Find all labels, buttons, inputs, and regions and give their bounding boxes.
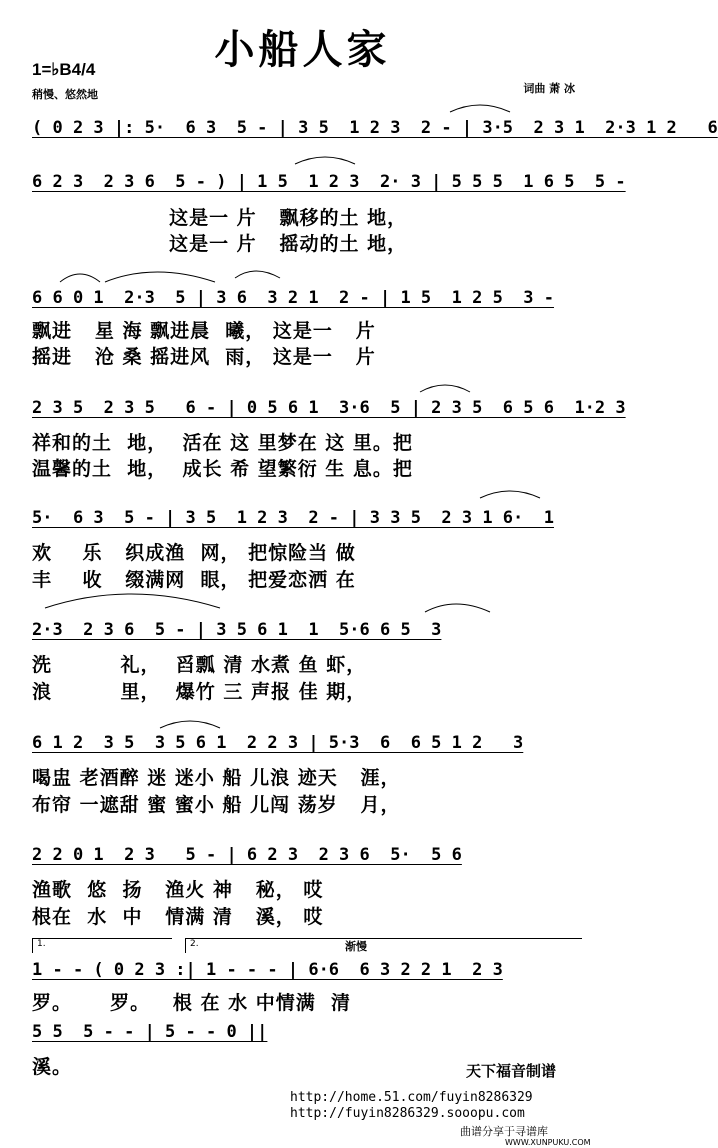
lyric-line: 祥和的土 地， 活在 这 里梦在 这 里。把 [32,432,413,454]
lyric-line: 喝盅 老酒醉 迷 迷小 船 儿浪 迹天 涯， [32,767,401,789]
notation-text: 2·3 2 3 6 5 - | 3 5 6 1 1 5·6 6 5 3 [32,620,442,640]
notation-line [32,398,626,422]
lyric-line: 这是一 片 摇动的土 地， [32,233,408,255]
first-ending-label: 1. [37,939,46,949]
notation-text: ( 0 2 3 |: 5· 6 3 5 - | 3 5 1 2 3 2 - | 3·5 2 3 1 2·3 1 2 6 [32,118,718,138]
lyric-line: 罗。 罗。 根 在 水 中情满 清 [32,992,351,1014]
notation-line [32,118,718,142]
source-url-2[interactable]: http://fuyin8286329.sooopu.com [290,1106,525,1121]
notation-text: 2 3 5 2 3 5 6 - | 0 5 6 1 3·6 5 | 2 3 5 6 5 6 1·2 3 [32,398,626,418]
notation-line [32,620,577,644]
source-url-1[interactable]: http://home.51.com/fuyin8286329 [290,1090,533,1105]
composer-credit: 词曲 萧 冰 [523,82,575,95]
notation-text: 1 - - ( 0 2 3 :| 1 - - - | 6·6 6 3 2 2 1 2 3 [32,960,503,980]
notation-text: 6 2 3 2 3 6 5 - ) | 1 5 1 2 3 2· 3 | 5 5 5 1 6 5 5 - [32,172,626,192]
tempo-marking: 稍慢、悠然地 [32,88,98,101]
notation-line [32,172,626,196]
second-ending-bracket [185,938,582,953]
footer-site: WWW.XUNPUKU.COM [505,1138,591,1147]
lyric-line: 浪 里， 爆竹 三 声报 佳 期， [32,681,367,703]
lyric-line: 这是一 片 飘移的土 地， [32,207,408,229]
key-signature: 1=♭B4/4 [32,60,96,79]
notation-text: 2 2 0 1 2 3 5 - | 6 2 3 2 3 6 5· 5 6 [32,845,462,865]
song-title: 小船人家 [214,27,391,73]
notation-text: 5 5 5 - - | 5 - - 0 || [32,1022,268,1042]
lyric-line: 洗 礼， 舀瓢 清 水煮 鱼 虾， [32,654,367,676]
lyric-line: 布帘 一遮甜 蜜 蜜小 船 儿闯 荡岁 月， [32,794,401,816]
lyric-line: 摇进 沧 桑 摇进风 雨， 这是一 片 [32,346,376,368]
notation-line [32,733,577,757]
notation-text: 6 1 2 3 5 3 5 6 1 2 2 3 | 5·3 6 6 5 1 2 3 [32,733,524,753]
first-ending-bracket [32,938,172,953]
lyric-line: 渔歌 悠 扬 渔火 神 秘， 哎 [32,879,324,901]
notation-line [32,508,577,532]
notation-text: 5· 6 3 5 - | 3 5 1 2 3 2 - | 3 3 5 2 3 1 6· 1 [32,508,554,528]
ritardando-marking: 渐慢 [345,940,367,953]
publisher-brand: 天下福音制谱 [466,1062,557,1080]
notation-line [32,1022,577,1046]
notation-line [32,288,577,312]
second-ending-label: 2. [190,939,199,949]
footer-note: 曲谱分享于寻谱库 [460,1125,548,1138]
lyric-line: 温馨的土 地， 成长 希 望繁衍 生 息。把 [32,458,413,480]
notation-text: 6 6 0 1 2·3 5 | 3 6 3 2 1 2 - | 1 5 1 2 5 3 - [32,288,554,308]
lyric-line: 溪。 [32,1056,73,1078]
lyric-line: 飘进 星 海 飘进晨 曦， 这是一 片 [32,320,376,342]
notation-line [32,960,577,984]
lyric-line: 丰 收 缀满网 眼， 把爱恋洒 在 [32,569,356,591]
lyric-line: 根在 水 中 情满 清 溪， 哎 [32,906,324,928]
notation-line [32,845,577,869]
lyric-line: 欢 乐 织成渔 网， 把惊险当 做 [32,542,356,564]
